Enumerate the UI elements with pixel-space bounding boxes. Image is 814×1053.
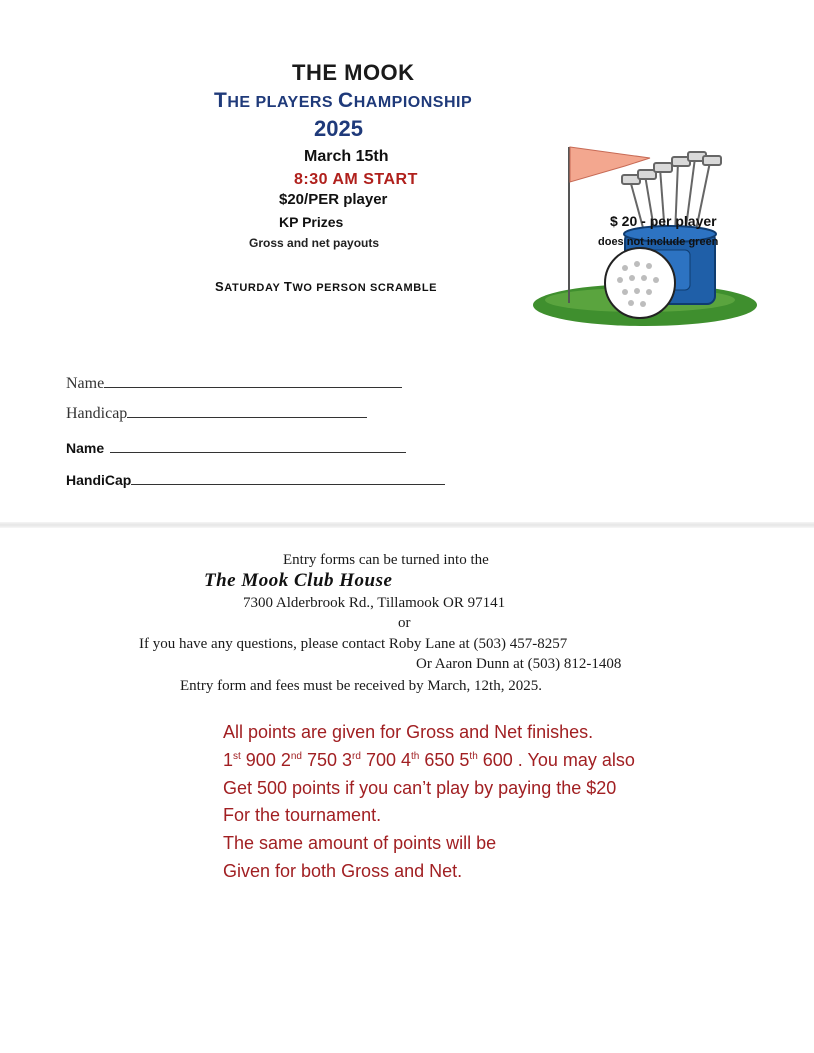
golf-flag-ball-bag-icon: [530, 140, 770, 330]
subtitle-part: C: [338, 89, 354, 112]
points-line-4: For the tournament.: [223, 805, 382, 825]
points-line-3: Get 500 points if you can’t play by paying the $20: [223, 778, 617, 798]
place-points: 700: [360, 750, 401, 770]
place-number: 1: [223, 750, 234, 770]
place-number: 2: [280, 750, 291, 770]
field-line: [131, 470, 445, 485]
event-title: THE MOOK: [292, 60, 415, 85]
place-number: 4: [401, 750, 412, 770]
place-points: 600 . You may also: [477, 750, 635, 770]
field-label: HandiCap: [66, 472, 132, 488]
event-date: March 15th: [304, 148, 389, 165]
event-year: 2025: [314, 116, 363, 141]
field-line: [110, 438, 406, 453]
field-label: Name: [66, 440, 105, 456]
place-number: 3: [342, 750, 353, 770]
field-label: Name: [66, 375, 105, 392]
clubhouse-address: 7300 Alderbrook Rd., Tillamook OR 97141: [243, 595, 506, 611]
format-part: WO PERSON SCRAMBLE: [292, 282, 438, 294]
event-subtitle: [214, 89, 472, 113]
or-text: or: [398, 615, 411, 631]
place-suffix: th: [411, 751, 420, 762]
field-label: Handicap: [66, 405, 128, 422]
clipart-green-note: does not include green: [598, 236, 719, 248]
entry-instructions: Entry forms can be turned into the: [283, 552, 489, 568]
field-line: [127, 403, 367, 418]
place-suffix: nd: [290, 751, 302, 762]
entry-deadline: Entry form and fees must be received by March, 12th, 2025.: [180, 678, 542, 694]
clubhouse-name: The Mook Club House: [204, 570, 393, 591]
place-number: 5: [459, 750, 470, 770]
name-field-2[interactable]: [66, 438, 406, 456]
place-points: 650: [419, 750, 460, 770]
subtitle-part: T: [214, 89, 228, 112]
contact-roby: If you have any questions, please contact Roby Lane at (503) 457-8257: [139, 636, 568, 652]
clipart-price-text: $ 20 - per player: [610, 213, 717, 229]
format-part: ATURDAY: [224, 282, 284, 294]
handicap-field-1[interactable]: [66, 403, 367, 423]
payouts-note: Gross and net payouts: [249, 236, 380, 250]
name-field-1[interactable]: [66, 373, 402, 393]
place-suffix: rd: [352, 751, 361, 762]
start-time: 8:30 AM START: [294, 171, 418, 188]
format-part: S: [215, 279, 225, 294]
subtitle-part: HAMPIONSHIP: [353, 94, 473, 111]
entry-price: $20/PER player: [279, 191, 388, 208]
points-line-1: All points are given for Gross and Net finishes.: [223, 722, 594, 742]
place-suffix: th: [469, 751, 478, 762]
place-suffix: st: [233, 751, 241, 762]
kp-prizes: KP Prizes: [279, 214, 344, 230]
contact-aaron: Or Aaron Dunn at (503) 812-1408: [416, 656, 622, 672]
place-points: 900: [240, 750, 281, 770]
handicap-field-2[interactable]: [66, 470, 445, 488]
format-part: T: [283, 279, 293, 294]
points-line-5: The same amount of points will be: [223, 833, 497, 853]
page-fold-divider: [0, 522, 814, 528]
points-line-6: Given for both Gross and Net.: [223, 861, 463, 881]
event-format: [215, 279, 437, 294]
points-places-line: [223, 750, 635, 771]
subtitle-part: HE PLAYERS: [227, 94, 339, 111]
place-points: 750: [301, 750, 343, 770]
field-line: [104, 373, 402, 388]
